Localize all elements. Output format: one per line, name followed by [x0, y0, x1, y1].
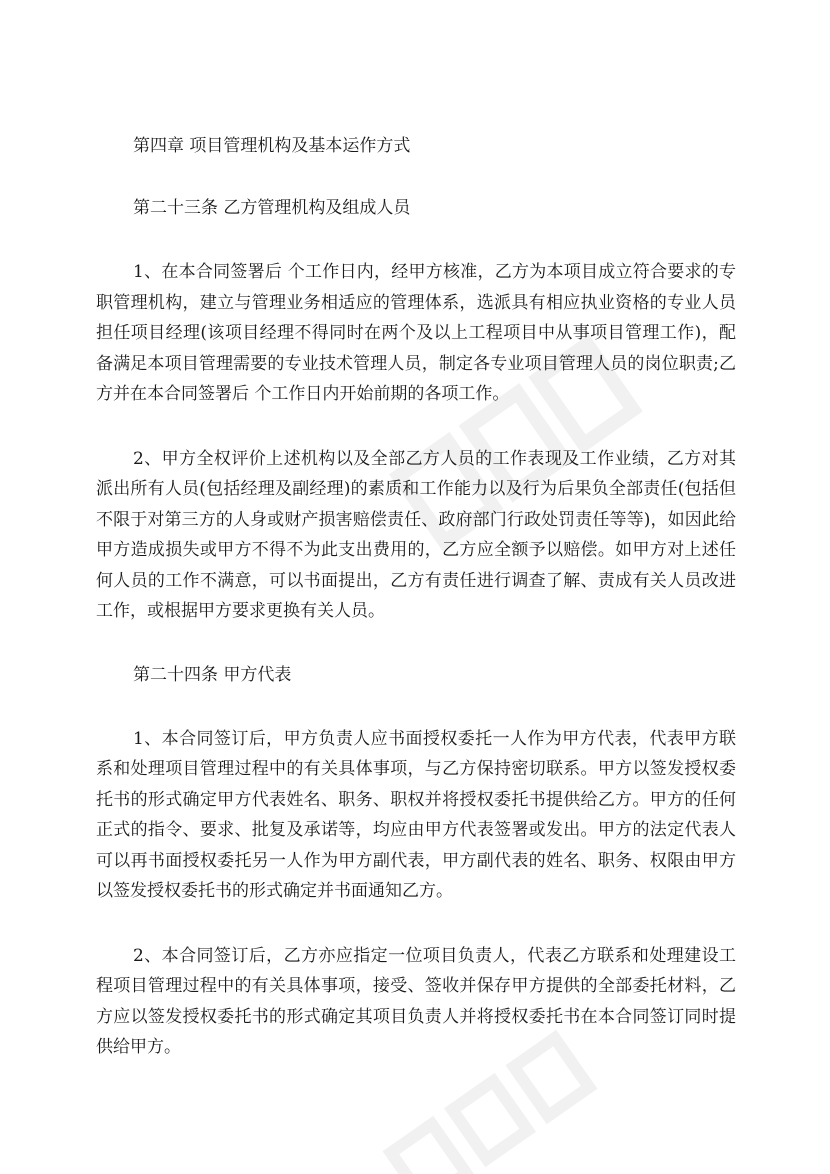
article-24-paragraph-2: 2、本合同签订后，乙方亦应指定一位项目负责人，代表乙方联系和处理建设工程项目管理过程中的有关具体事项，接受、签收并保存甲方提供的全部委托材料，乙方应以签发授权委托书的形式确定其项目负责人并将授权委托书在本合同签订同时提供给甲方。 [96, 945, 736, 1057]
article-23-title: 第二十三条 乙方管理机构及组成人员 [133, 198, 411, 218]
article-24-paragraph-1: 1、本合同签订后，甲方负责人应书面授权委托一人作为甲方代表，代表甲方联系和处理项目管理过程中的有关具体事项，与乙方保持密切联系。甲方以签发授权委托书的形式确定甲方代表姓名、职务、职权并将授权委托书提供给乙方。甲方的任何正式的指令、要求、批复及承诺等，均应由甲方代表签署或发出。甲方的法定代表人可以再书面授权委托另一人作为甲方副代表，甲方副代表的姓名、职务、权限由甲方以签发授权委托书的形式确定并书面通知乙方。 [96, 728, 736, 901]
chapter-title: 第四章 项目管理机构及基本运作方式 [133, 136, 411, 156]
article-23-paragraph-1: 1、在本合同签署后 个工作日内，经甲方核准，乙方为本项目成立符合要求的专职管理机构，建立与管理业务相适应的管理体系，选派具有相应执业资格的专业人员担任项目经理(该项目经理不得同时在两个及以上工程项目中从事项目管理工作)，配备满足本项目管理需要的专业技术管理人员，制定各专业项目管理人员的岗位职责;乙方并在本合同签署后 个工作日内开始前期的各项工作。 [96, 262, 736, 404]
article-23-paragraph-2: 2、甲方全权评价上述机构以及全部乙方人员的工作表现及工作业绩，乙方对其派出所有人员(包括经理及副经理)的素质和工作能力以及行为后果负全部责任(包括但不限于对第三方的人身或财产损害赔偿责任、政府部门行政处罚责任等等)，如因此给甲方造成损失或甲方不得不为此支出费用的，乙方应全额予以赔偿。如甲方对上述任何人员的工作不满意，可以书面提出，乙方有责任进行调查了解、责成有关人员改进工作，或根据甲方要求更换有关人员。 [96, 448, 736, 621]
article-24-title: 第二十四条 甲方代表 [133, 664, 292, 685]
document-body [96, 132, 736, 1097]
